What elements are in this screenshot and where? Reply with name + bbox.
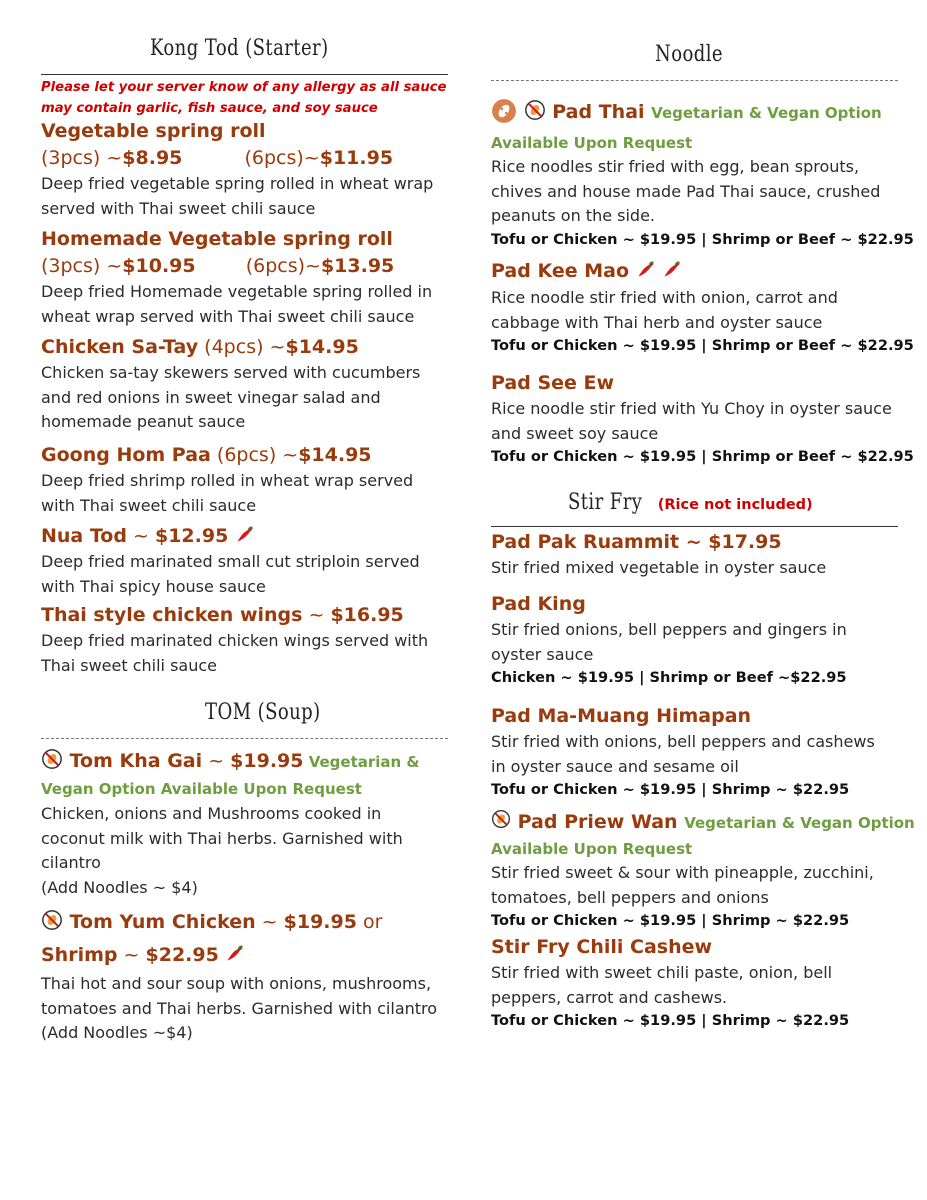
menu-item-pad-priew-wan (491, 809, 915, 932)
menu-item-chicken-wings (41, 602, 451, 678)
item-description: Deep fried Homemade vegetable spring rolled in wheat wrap served with Thai sweet chili sauce (41, 282, 433, 326)
menu-item-nua-tod (41, 523, 451, 599)
item-name: Homemade Vegetable spring roll (41, 228, 393, 250)
menu-item-pad-kee-mao (491, 257, 914, 357)
item-description: Deep fried shrimp rolled in wheat wrap served with Thai sweet chili sauce (41, 471, 414, 515)
item-price-options: Tofu or Chicken ~ $19.95 | Shrimp ~ $22.95 (491, 1012, 850, 1030)
chili-pepper-icon (662, 259, 682, 279)
veg-option-note: Vegetarian & Vegan Option Available Upon Request (41, 753, 420, 798)
item-name-alt: Shrimp ~ $22.95 (41, 938, 451, 972)
no-peanut-icon (41, 909, 63, 931)
no-peanut-icon (524, 99, 546, 121)
veg-option-note: Vegetarian & Vegan Option (651, 104, 882, 122)
menu-item-homemade-spring-roll (41, 226, 451, 329)
stirfry-divider (491, 526, 898, 527)
veg-option-note-cont: Available Upon Request (491, 134, 693, 152)
soup-divider (41, 738, 448, 739)
noodle-divider (491, 80, 898, 81)
menu-item-pad-king (491, 591, 901, 689)
stirfry-section-title: Stir Fry (568, 490, 643, 515)
item-name: Pad Thai Vegetarian & Vegan Option (491, 94, 901, 131)
item-description: Stir fried mixed vegetable in oyster sauce (491, 558, 827, 577)
menu-item-pad-ma-muang (491, 703, 901, 801)
chili-pepper-icon (636, 259, 656, 279)
item-price-options: Tofu or Chicken ~ $19.95 | Shrimp or Beef ~ $22.95 (491, 448, 914, 466)
item-name: Stir Fry Chili Cashew (491, 936, 713, 958)
item-description: Rice noodles stir fried with egg, bean sprouts, chives and house made Pad Thai sauce, crushed peanuts on the side. (491, 157, 881, 226)
item-extra: (Add Noodles ~ $4) (41, 877, 198, 897)
menu-item-chili-cashew (491, 934, 901, 1032)
item-name: Nua Tod ~ $12.95 (41, 523, 451, 550)
item-price-options: (3pcs) ~$10.95 (6pcs)~$13.95 (41, 255, 395, 277)
menu-item-vegetable-spring-roll (41, 118, 451, 221)
item-name: Pad King (491, 593, 586, 615)
chili-pepper-icon (225, 943, 245, 963)
item-name: Thai style chicken wings ~ $16.95 (41, 604, 404, 626)
item-name: Pad Kee Mao (491, 257, 901, 286)
menu-item-pad-thai (491, 94, 914, 251)
chili-pepper-icon (235, 524, 255, 544)
no-peanut-icon (491, 809, 511, 829)
soup-section-title: TOM (Soup) (205, 700, 321, 725)
item-description: Deep fried vegetable spring rolled in wheat wrap served with Thai sweet chili sauce (41, 174, 434, 218)
starter-divider (41, 74, 448, 75)
noodle-section-title: Noodle (655, 42, 723, 67)
no-peanut-icon (41, 748, 63, 770)
item-price-options: Tofu or Chicken ~ $19.95 | Shrimp ~ $22.95 (491, 912, 850, 930)
item-name: Tom Kha Gai ~ $19.95 Vegetarian & Vegan Option Available Upon Request (41, 750, 420, 798)
item-description: Stir fried with sweet chili paste, onion, bell peppers, carrot and cashews. (491, 963, 833, 1007)
item-extra: (Add Noodles ~$4) (41, 1023, 193, 1043)
menu-item-chicken-satay (41, 334, 451, 435)
item-name: Vegetable spring roll (41, 120, 266, 142)
item-description: Rice noodle stir fried with onion, carrot and cabbage with Thai herb and oyster sauce (491, 288, 838, 332)
item-name: Goong Hom Paa (6pcs) ~$14.95 (41, 444, 372, 466)
peanut-icon (491, 98, 517, 124)
item-name: Tom Yum Chicken ~ $19.95 or (41, 906, 451, 938)
item-price-options: Tofu or Chicken ~ $19.95 | Shrimp or Beef ~ $22.95 (491, 337, 914, 355)
item-name: Pad See Ew (491, 372, 615, 394)
item-price-options: Tofu or Chicken ~ $19.95 | Shrimp or Beef ~ $22.95 (491, 230, 914, 248)
item-description: Rice noodle stir fried with Yu Choy in oyster sauce and sweet soy sauce (491, 399, 892, 443)
item-name: Chicken Sa-Tay (4pcs) ~$14.95 (41, 336, 359, 358)
allergy-note: Please let your server know of any allergy as all sauce may contain garlic, fish sauce, and soy sauce (41, 80, 447, 116)
item-price-options: (3pcs) ~$8.95 (6pcs)~$11.95 (41, 147, 394, 169)
menu-item-pad-see-ew (491, 370, 914, 468)
item-price-options: Chicken ~ $19.95 | Shrimp or Beef ~$22.95 (491, 669, 847, 687)
item-name: Pad Priew Wan Vegetarian & Vegan Option (491, 809, 901, 837)
item-description: Thai hot and sour soup with onions, mushrooms, tomatoes and Thai herbs. Garnished with cilantro (41, 974, 438, 1018)
item-name: Pad Pak Ruammit ~ $17.95 (491, 531, 782, 553)
item-price-options: Tofu or Chicken ~ $19.95 | Shrimp ~ $22.95 (491, 781, 850, 799)
item-description: Chicken, onions and Mushrooms cooked in coconut milk with Thai herbs. Garnished with cilantro (41, 804, 403, 873)
veg-option-note: Vegetarian & Vegan Option (684, 814, 915, 832)
menu-item-goong-hom-paa (41, 442, 451, 518)
menu-item-pad-pak-ruammit (491, 529, 901, 581)
item-name: Pad Ma-Muang Himapan (491, 705, 752, 727)
item-description: Deep fried marinated small cut striploin served with Thai spicy house sauce (41, 552, 420, 596)
stirfry-note: (Rice not included) (657, 497, 813, 513)
starter-section-title: Kong Tod (Starter) (150, 36, 329, 61)
item-description: Stir fried with onions, bell peppers and cashews in oyster sauce and sesame oil (491, 732, 875, 776)
menu-item-tom-kha-gai (41, 748, 451, 900)
item-description: Chicken sa-tay skewers served with cucumbers and red onions in sweet vinegar salad and homemade peanut sauce (41, 363, 421, 432)
item-description: Stir fried sweet & sour with pineapple, zucchini, tomatoes, bell peppers and onions (491, 863, 874, 907)
item-description: Deep fried marinated chicken wings served with Thai sweet chili sauce (41, 631, 429, 675)
item-description: Stir fried onions, bell peppers and gingers in oyster sauce (491, 620, 847, 664)
veg-option-note-cont: Available Upon Request (491, 840, 693, 858)
menu-item-tom-yum (41, 906, 451, 1046)
stirfry-section-header (568, 490, 813, 515)
